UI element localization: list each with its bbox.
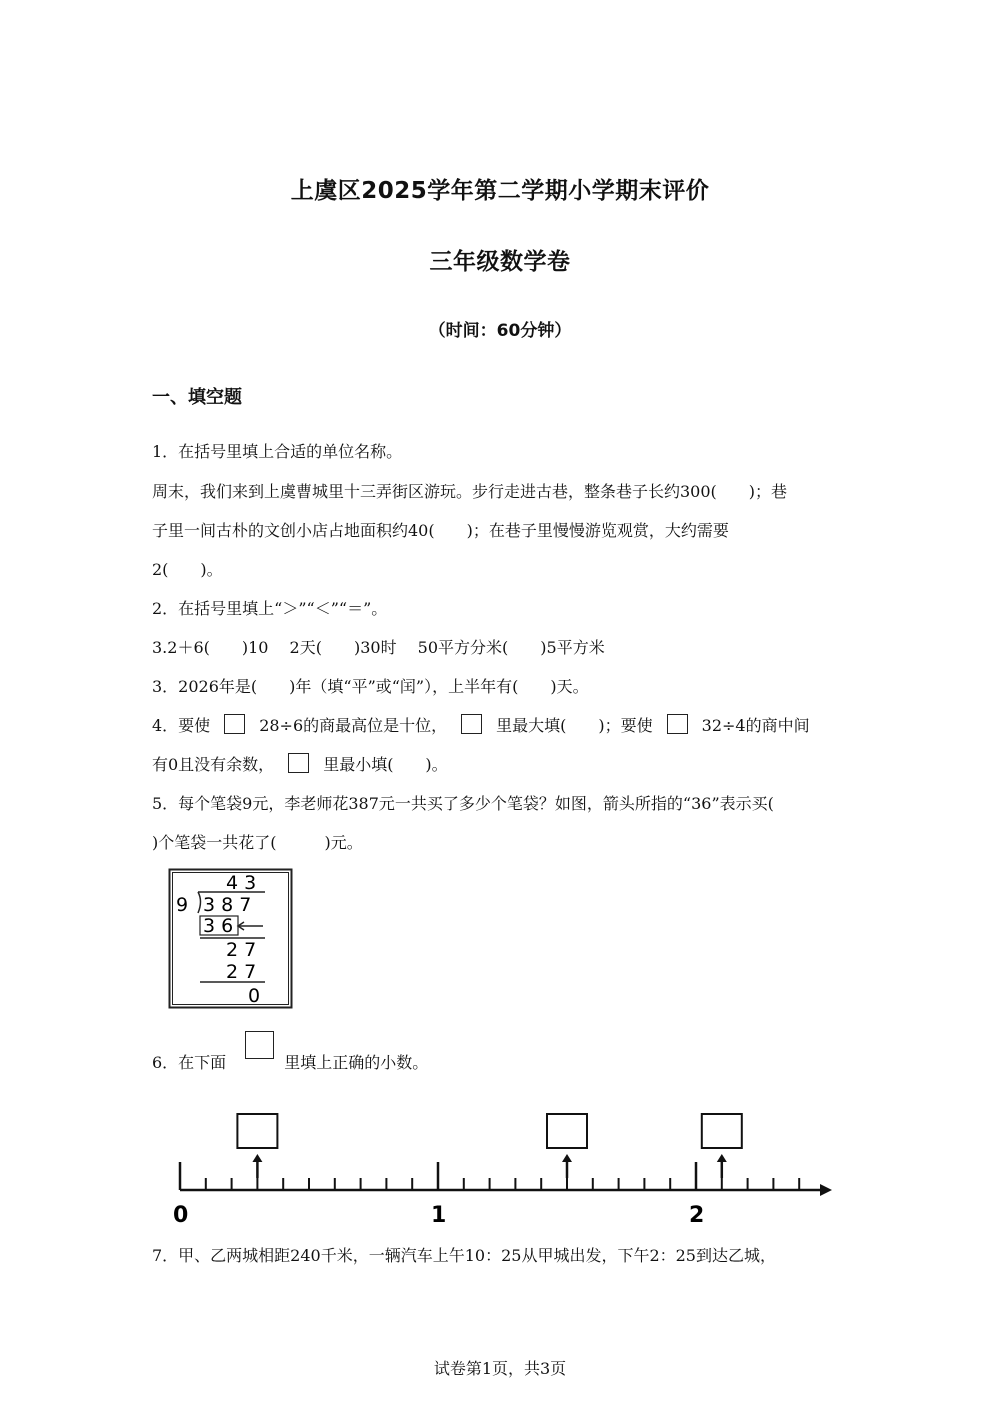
q4-part-e: 有0且没有余数， [152, 755, 275, 774]
q5-line2: )个笔袋一共花了( )元。 [152, 833, 363, 852]
paper-title: 上虞区2025学年第二学期小学期末评价 [290, 178, 710, 204]
q5-line1: 5．每个笔袋9元，李老师花387元一共买了多少个笔袋？如图，箭头所指的“36”表示买( [152, 794, 774, 813]
number-line-label-1: 1 [431, 1203, 447, 1228]
q2-items: 3.2＋6( )10 2天( )30时 50平方分米( )5平方米 [152, 638, 605, 657]
division-divisor: 9 [176, 894, 189, 916]
division-dividend: 3 8 7 [203, 894, 252, 916]
q4-line2 [152, 752, 852, 775]
blank-square [667, 714, 688, 734]
q6-part-b: 里填上正确的小数。 [284, 1053, 429, 1072]
q1-line3: 2( )。 [152, 560, 223, 579]
q4-line1 [152, 713, 852, 736]
q3-text: 3．2026年是( )年（填“平”或“闰”），上半年有( )天。 [152, 677, 589, 696]
section-heading: 一、填空题 [152, 387, 242, 408]
q4-part-b: 28÷6的商最高位是十位， [259, 716, 448, 735]
q1-line2: 子里一间古朴的文创小店占地面积约40( )；在巷子里慢慢游览观赏，大约需要 [152, 521, 729, 540]
number-line [160, 1100, 850, 1230]
q4-part-a: 4．要使 [152, 716, 211, 735]
number-line-label-0: 0 [173, 1203, 189, 1228]
number-line-label-2: 2 [689, 1203, 705, 1228]
q1-line1: 周末，我们来到上虞曹城里十三弄街区游玩。步行走进古巷，整条巷子长约300( )；巷 [152, 482, 788, 501]
q7-text: 7．甲、乙两城相距240千米，一辆汽车上午10：25从甲城出发，下午2：25到达乙城， [152, 1246, 776, 1265]
up-arrow-icon [562, 1154, 572, 1162]
division-step2: 2 7 [226, 939, 257, 961]
q4-part-d: 32÷4的商中间 [701, 716, 810, 735]
division-remainder: 0 [248, 985, 261, 1007]
time-note: （时间：60分钟） [428, 321, 572, 341]
blank-square [461, 714, 482, 734]
answer-box [702, 1114, 742, 1148]
q2-prompt: 2．在括号里填上“＞”“＜”“＝”。 [152, 599, 388, 618]
division-step3: 2 7 [226, 961, 257, 983]
answer-box [237, 1114, 277, 1148]
long-division-figure [168, 868, 294, 1010]
division-step1: 3 6 [203, 915, 234, 937]
division-quotient: 4 3 [226, 872, 257, 894]
q4-part-c: 里最大填( )；要使 [496, 716, 653, 735]
blank-square [288, 753, 309, 773]
answer-box [547, 1114, 587, 1148]
paper-subtitle: 三年级数学卷 [429, 249, 571, 275]
blank-square [245, 1031, 274, 1059]
axis-arrowhead [820, 1184, 832, 1196]
q1-prompt: 1．在括号里填上合适的单位名称。 [152, 442, 403, 461]
up-arrow-icon [717, 1154, 727, 1162]
page-footer: 试卷第1页，共3页 [433, 1359, 567, 1378]
up-arrow-icon [252, 1154, 262, 1162]
q6-part-a: 6．在下面 [152, 1053, 227, 1072]
blank-square [224, 714, 245, 734]
q4-part-f: 里最小填( )。 [323, 755, 448, 774]
